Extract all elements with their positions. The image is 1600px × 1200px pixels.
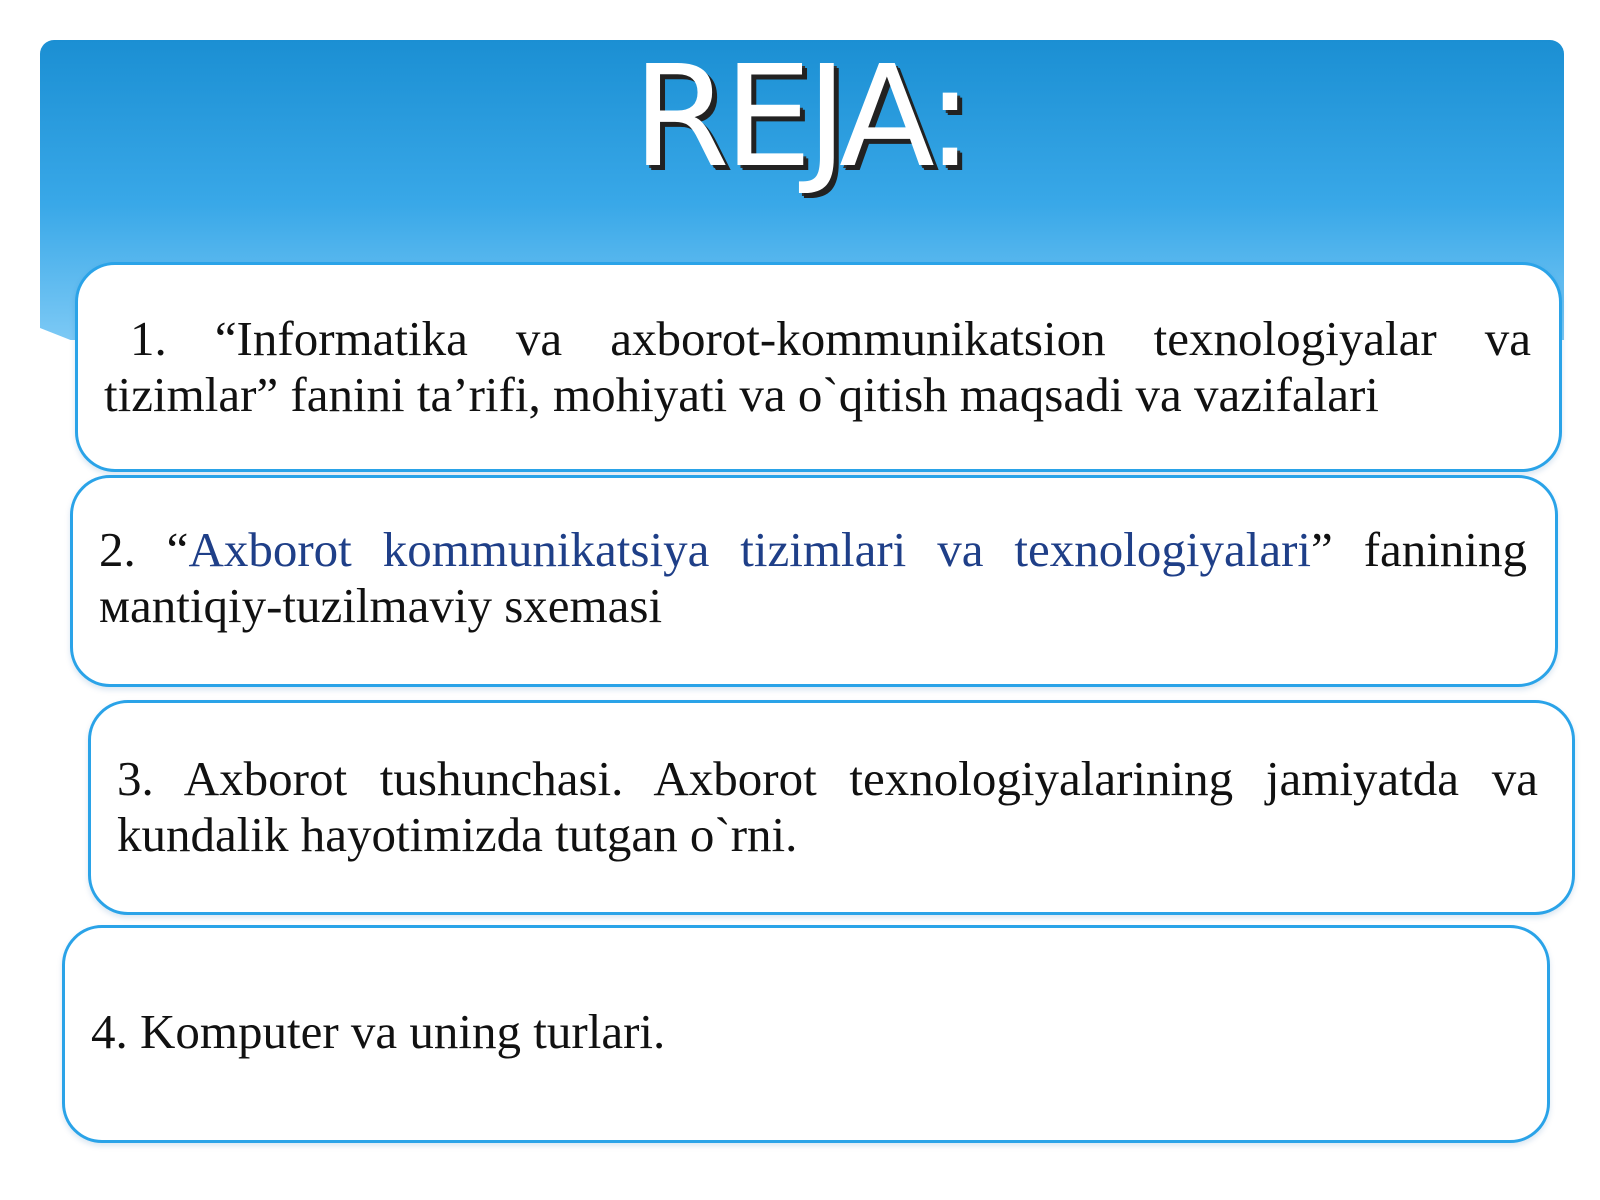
plan-item-3-text: 3. Axborot tushunchasi. Axborot texnologiyalarining jamiyatda va kundalik hayotimizda tutgan o`rni. [117, 751, 1538, 862]
plan-item-4 [62, 925, 1550, 1143]
plan-item-4-text: 4. Komputer va uning turlari. [91, 1004, 666, 1059]
plan-item-2-highlight: Axborot kommunikatsiya tizimlari va texnologiyalari [188, 522, 1312, 577]
plan-item-1-text: 1. “Informatika va axborot-kommunikatsion texnologiyalar va tizimlar” fanini ta’rifi, mohiyati va o`qitish maqsadi va vazifalari [104, 311, 1531, 422]
plan-item-2 [70, 475, 1558, 687]
plan-item-1 [75, 262, 1562, 472]
plan-item-2-prefix: 2. “ [99, 522, 189, 577]
plan-item-3 [88, 700, 1575, 915]
plan-item-2-text [99, 522, 1527, 634]
plan-item-2-suffix: ” fanining мantiqiy-tuzilmaviy sxemasi [99, 522, 1527, 633]
slide-title: REJA: [632, 36, 968, 199]
